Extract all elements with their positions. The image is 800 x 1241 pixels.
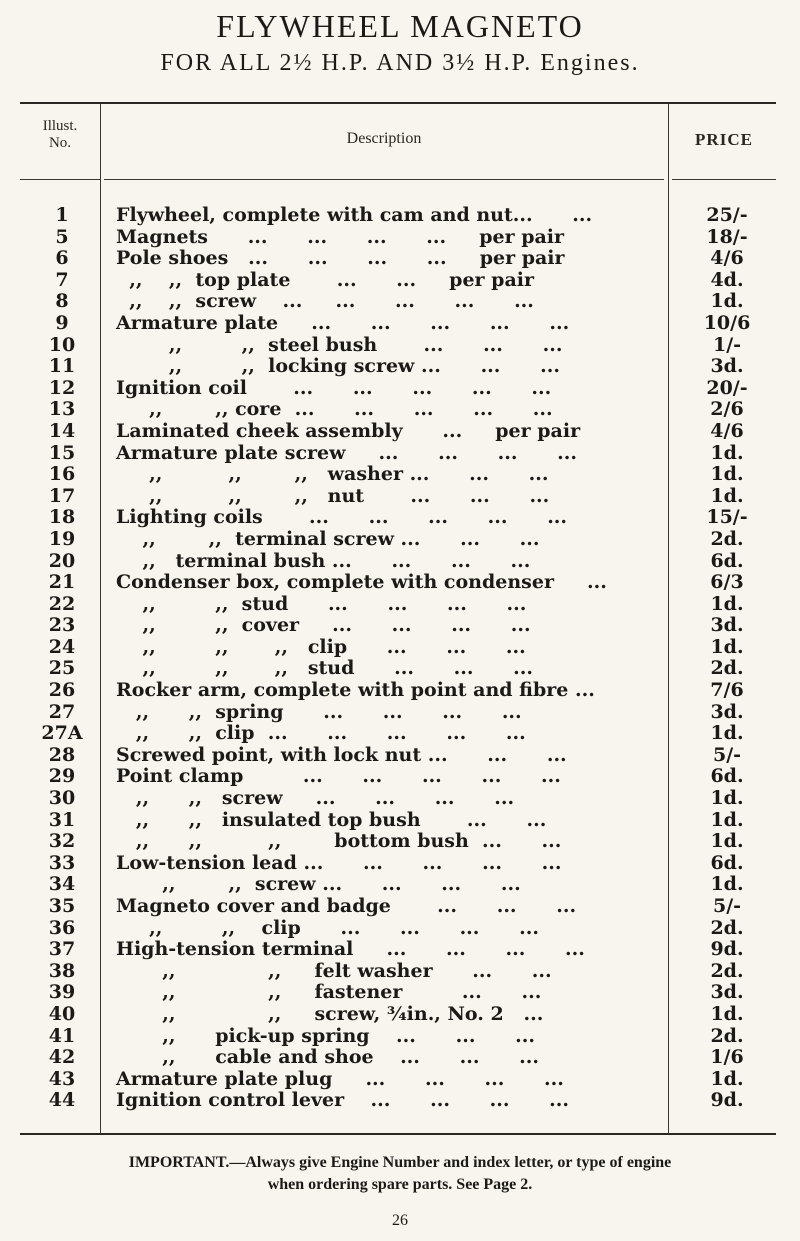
part-price: 1d. xyxy=(710,722,744,745)
table-row xyxy=(0,507,800,529)
table-row xyxy=(0,831,800,853)
part-description: ,, terminal bush ... ... ... ... xyxy=(116,549,531,572)
table-row xyxy=(0,464,800,486)
part-description: ,, ,, clip ... ... ... ... ... xyxy=(116,722,526,745)
part-description: ,, ,, screw ... ... ... ... xyxy=(116,787,515,810)
table-row xyxy=(0,551,800,573)
part-description: Armature plate ... ... ... ... ... xyxy=(116,311,570,334)
important-note-line2: when ordering spare parts. See Page 2. xyxy=(267,1176,533,1193)
part-price: 1d. xyxy=(710,1067,744,1090)
page-subtitle: FOR ALL 2½ H.P. AND 3½ H.P. Engines. xyxy=(160,50,640,76)
table-row xyxy=(0,853,800,875)
table-row xyxy=(0,1069,800,1091)
part-price: 7/6 xyxy=(710,679,744,702)
part-description: ,, ,, ,, bottom bush ... ... xyxy=(116,830,562,853)
illust-number: 8 xyxy=(55,290,69,313)
part-price: 1d. xyxy=(710,592,744,615)
part-description: Laminated cheek assembly ... per pair xyxy=(116,419,581,442)
part-price: 6d. xyxy=(710,765,744,788)
part-description: ,, ,, steel bush ... ... ... xyxy=(116,333,563,356)
illust-number: 6 xyxy=(55,247,69,270)
table-row xyxy=(0,529,800,551)
part-description: Rocker arm, complete with point and fibre ... xyxy=(116,679,595,702)
part-price: 1d. xyxy=(710,441,744,464)
table-row xyxy=(0,896,800,918)
illust-number: 39 xyxy=(48,981,76,1004)
part-price: 25/- xyxy=(706,204,748,226)
illust-number: 29 xyxy=(48,765,76,788)
table-row xyxy=(0,486,800,508)
illust-number: 35 xyxy=(48,895,76,917)
table-row xyxy=(0,766,800,788)
illust-number: 37 xyxy=(48,938,76,961)
part-description: Ignition coil ... ... ... ... ... xyxy=(116,376,552,399)
illust-number: 32 xyxy=(48,830,76,853)
part-price: 2d. xyxy=(710,527,744,550)
part-price: 1/6 xyxy=(710,1046,744,1069)
header-rule-number xyxy=(20,179,100,180)
part-description: ,, ,, felt washer ... ... xyxy=(116,959,552,982)
illust-number: 7 xyxy=(55,268,69,291)
illust-number: 24 xyxy=(48,635,76,658)
illust-number: 30 xyxy=(48,787,76,810)
illust-number: 33 xyxy=(48,851,76,874)
illust-number: 5 xyxy=(55,225,69,248)
illust-number: 16 xyxy=(48,463,76,486)
column-header-description: Description xyxy=(346,130,422,147)
part-description: ,, ,, screw ... ... ... ... xyxy=(116,873,521,896)
part-description: Lighting coils ... ... ... ... ... xyxy=(116,506,568,529)
illust-number: 27 xyxy=(48,700,76,723)
part-description: ,, ,, screw ... ... ... ... ... xyxy=(116,290,534,313)
column-header-price: PRICE xyxy=(695,130,753,149)
table-row xyxy=(0,982,800,1004)
table-row xyxy=(0,637,800,659)
part-description: Magnets ... ... ... ... per pair xyxy=(116,225,565,248)
illust-number: 36 xyxy=(48,916,76,939)
table-row xyxy=(0,291,800,313)
part-description: ,, ,, ,, stud ... ... ... xyxy=(116,657,533,680)
illust-number: 15 xyxy=(48,441,76,464)
table-row xyxy=(0,378,800,400)
part-description: Condenser box, complete with condenser ... xyxy=(116,571,607,594)
part-price: 1d. xyxy=(710,787,744,810)
part-price: 1d. xyxy=(710,484,744,507)
illust-number: 11 xyxy=(48,355,76,378)
illust-number: 34 xyxy=(48,873,76,896)
illust-number: 40 xyxy=(48,1002,76,1025)
illust-number: 25 xyxy=(48,657,76,680)
part-price: 5/- xyxy=(712,895,742,917)
parts-list xyxy=(0,205,800,1112)
part-description: ,, ,, clip ... ... ... ... xyxy=(116,916,539,939)
part-description: ,, ,, cover ... ... ... ... xyxy=(116,614,531,637)
part-price: 1d. xyxy=(710,1002,744,1025)
illust-number: 10 xyxy=(48,333,76,356)
part-description: ,, ,, ,, nut ... ... ... xyxy=(116,484,550,507)
part-price: 2d. xyxy=(710,959,744,982)
part-price: 1d. xyxy=(710,873,744,896)
part-price: 3d. xyxy=(710,700,744,723)
part-description: Ignition control lever ... ... ... ... xyxy=(116,1089,569,1112)
illust-number: 14 xyxy=(48,419,76,442)
table-row xyxy=(0,961,800,983)
part-description: High-tension terminal ... ... ... ... xyxy=(116,938,585,961)
part-price: 1d. xyxy=(710,830,744,853)
part-price: 15/- xyxy=(706,506,748,529)
table-row xyxy=(0,615,800,637)
part-price: 4/6 xyxy=(710,247,744,270)
illust-number: 18 xyxy=(48,506,76,529)
illust-number: 31 xyxy=(48,808,76,831)
illust-number: 22 xyxy=(48,592,76,615)
part-price: 1d. xyxy=(710,635,744,658)
table-row xyxy=(0,658,800,680)
illust-number: 20 xyxy=(48,549,76,572)
table-row xyxy=(0,788,800,810)
part-price: 3d. xyxy=(710,614,744,637)
illust-number: 9 xyxy=(55,311,69,334)
part-description: ,, cable and shoe ... ... ... xyxy=(116,1046,539,1069)
part-price: 9d. xyxy=(710,938,744,961)
table-row xyxy=(0,918,800,940)
important-note-line1: IMPORTANT.—Always give Engine Number and index letter, or type of engine xyxy=(128,1154,672,1171)
part-price: 18/- xyxy=(706,225,748,248)
illust-number: 41 xyxy=(48,1024,76,1047)
part-description: ,, ,, stud ... ... ... ... xyxy=(116,592,527,615)
part-price: 1/- xyxy=(712,333,742,356)
table-row xyxy=(0,1047,800,1069)
table-row xyxy=(0,205,800,227)
part-price: 6/3 xyxy=(710,571,744,594)
part-description: ,, ,, screw, ¾in., No. 2 ... xyxy=(116,1002,544,1025)
table-row xyxy=(0,421,800,443)
table-row xyxy=(0,680,800,702)
illust-number: 17 xyxy=(48,484,76,507)
illust-number: 27A xyxy=(41,722,83,745)
part-description: ,, ,, locking screw ... ... ... xyxy=(116,355,560,378)
part-description: Flywheel, complete with cam and nut... ... xyxy=(116,204,593,226)
table-row xyxy=(0,723,800,745)
part-price: 5/- xyxy=(712,743,742,766)
part-price: 3d. xyxy=(710,355,744,378)
header-rule-price xyxy=(672,179,776,180)
page-title: FLYWHEEL MAGNETO xyxy=(216,8,584,44)
part-description: Armature plate plug ... ... ... ... xyxy=(116,1067,564,1090)
part-price: 2d. xyxy=(710,657,744,680)
part-price: 2/6 xyxy=(710,398,744,421)
part-price: 3d. xyxy=(710,981,744,1004)
table-row xyxy=(0,270,800,292)
table-row xyxy=(0,313,800,335)
table-row xyxy=(0,227,800,249)
table-row xyxy=(0,248,800,270)
table-row xyxy=(0,594,800,616)
part-description: ,, ,, spring ... ... ... ... xyxy=(116,700,522,723)
illust-number: 19 xyxy=(48,527,76,550)
part-price: 1d. xyxy=(710,290,744,313)
part-price: 9d. xyxy=(710,1089,744,1112)
table-row xyxy=(0,399,800,421)
illust-number: 28 xyxy=(48,743,76,766)
part-price: 2d. xyxy=(710,1024,744,1047)
table-row xyxy=(0,702,800,724)
illust-number: 38 xyxy=(48,959,76,982)
part-description: Screwed point, with lock nut ... ... ... xyxy=(116,743,567,766)
part-description: Pole shoes ... ... ... ... per pair xyxy=(116,247,565,270)
table-row xyxy=(0,572,800,594)
part-price: 2d. xyxy=(710,916,744,939)
part-price: 6d. xyxy=(710,549,744,572)
part-price: 4/6 xyxy=(710,419,744,442)
part-description: ,, ,, core ... ... ... ... ... xyxy=(116,398,553,421)
part-description: ,, ,, terminal screw ... ... ... xyxy=(116,527,540,550)
table-row xyxy=(0,874,800,896)
part-price: 1d. xyxy=(710,463,744,486)
table-row xyxy=(0,939,800,961)
table-row xyxy=(0,1004,800,1026)
illust-number: 43 xyxy=(48,1067,76,1090)
illust-number: 13 xyxy=(48,398,76,421)
part-description: Armature plate screw ... ... ... ... xyxy=(116,441,578,464)
illust-number: 21 xyxy=(48,571,76,594)
table-row xyxy=(0,810,800,832)
illust-number: 26 xyxy=(48,679,76,702)
table-row xyxy=(0,335,800,357)
part-description: ,, ,, insulated top bush ... ... xyxy=(116,808,547,831)
table-row xyxy=(0,1090,800,1112)
part-description: Point clamp ... ... ... ... ... xyxy=(116,765,561,788)
part-price: 10/6 xyxy=(703,311,751,334)
table-row xyxy=(0,745,800,767)
part-description: ,, ,, fastener ... ... xyxy=(116,981,542,1004)
part-price: 1d. xyxy=(710,808,744,831)
column-header-number: Illust. No. xyxy=(42,118,78,151)
part-description: ,, ,, ,, clip ... ... ... xyxy=(116,635,526,658)
table-row xyxy=(0,1026,800,1048)
illust-number: 1 xyxy=(55,204,69,226)
header-rule-description xyxy=(104,179,664,180)
part-price: 6d. xyxy=(710,851,744,874)
part-price: 4d. xyxy=(710,268,744,291)
illust-number: 12 xyxy=(48,376,76,399)
part-description: Magneto cover and badge ... ... ... xyxy=(116,895,577,917)
part-price: 20/- xyxy=(706,376,748,399)
part-description: ,, pick-up spring ... ... ... xyxy=(116,1024,535,1047)
illust-number: 44 xyxy=(48,1089,76,1112)
illust-number: 23 xyxy=(48,614,76,637)
part-description: Low-tension lead ... ... ... ... ... xyxy=(116,851,562,874)
table-row xyxy=(0,443,800,465)
part-description: ,, ,, ,, washer ... ... ... xyxy=(116,463,549,486)
table-row xyxy=(0,356,800,378)
part-description: ,, ,, top plate ... ... per pair xyxy=(116,268,534,291)
page-number: 26 xyxy=(392,1212,408,1229)
illust-number: 42 xyxy=(48,1046,76,1069)
important-note xyxy=(0,1152,800,1196)
